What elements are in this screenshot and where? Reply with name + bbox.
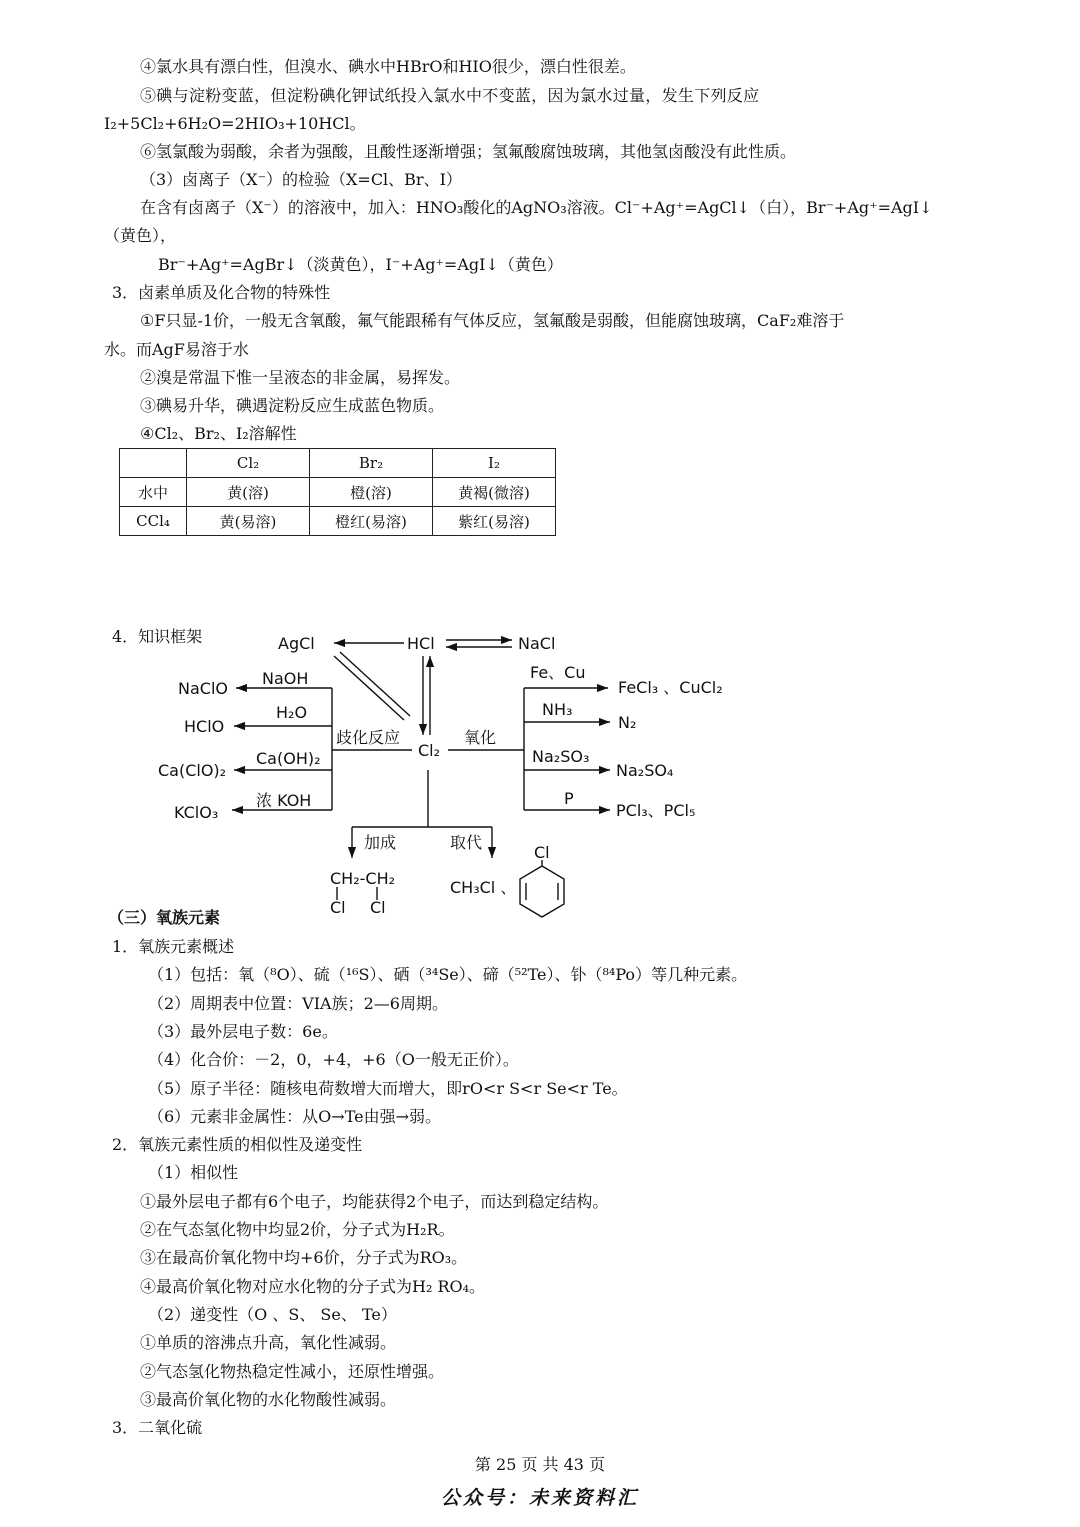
text-line: 在含有卤离子（X⁻）的溶液中，加入：HNO₃酸化的AgNO₃溶液。Cl⁻+Ag⁺=AgCl↓（白），Br⁻+Ag⁺=AgI↓ xyxy=(140,198,933,217)
cl2-label: Cl₂ xyxy=(418,741,441,760)
table-cell: Cl₂ xyxy=(187,449,310,478)
kclo3-label: KClO₃ xyxy=(174,803,219,822)
nh3-label: NH₃ xyxy=(542,700,573,719)
hcl-label: HCl xyxy=(407,634,435,653)
text-line: ④最高价氧化物对应水化物的分子式为H₂ RO₄。 xyxy=(140,1277,486,1296)
text-line: ①单质的溶沸点升高，氧化性减弱。 xyxy=(140,1333,397,1352)
diagonal-line xyxy=(340,652,410,716)
text-line: （5）原子半径：随核电荷数增大而增大，即rO<r S<r Se<r Te。 xyxy=(148,1079,628,1098)
page-number: 第 25 页 共 43 页 xyxy=(474,1455,606,1474)
fecl3-label: FeCl₃ 、CuCl₂ xyxy=(618,678,723,697)
table-cell: 橙(溶) xyxy=(310,478,433,507)
text-line: （3）最外层电子数：6e。 xyxy=(148,1022,338,1041)
text-line: （黄色）， xyxy=(104,226,177,245)
text-line: ⑤碘与淀粉变蓝，但淀粉碘化钾试纸投入氯水中不变蓝，因为氯水过量，发生下列反应 xyxy=(140,86,760,105)
oxidation-label: 氧化 xyxy=(464,728,497,747)
table-cell: CCl₄ xyxy=(120,507,187,536)
text-line: （2）递变性（O 、S、 Se、 Te） xyxy=(148,1305,397,1324)
text-line: （6）元素非金属性：从O→Te由强→弱。 xyxy=(148,1107,442,1126)
table-cell: I₂ xyxy=(433,449,556,478)
table-cell: 黄褐(微溶) xyxy=(433,478,556,507)
table-cell: 黄(溶) xyxy=(187,478,310,507)
text-line: （2）周期表中位置：VIA族；2—6周期。 xyxy=(148,994,448,1013)
hclo-label: HClO xyxy=(184,717,225,736)
text-line: ③在最高价氧化物中均+6价，分子式为RO₃。 xyxy=(140,1248,468,1267)
fecu-label: Fe、Cu xyxy=(530,663,586,682)
chlorobenzene-cl-label: Cl xyxy=(534,843,550,862)
section-heading: （三）氧族元素 xyxy=(108,908,221,927)
text-line: 水。而AgF易溶于水 xyxy=(104,340,249,359)
caoh2-label: Ca(OH)₂ xyxy=(256,749,321,768)
agcl-label: AgCl xyxy=(278,634,315,653)
brand-footer: 公众号：未来资料汇 xyxy=(440,1487,639,1509)
text-line: ②溴是常温下惟一呈液态的非金属，易挥发。 xyxy=(140,368,461,387)
text-line: ②在气态氢化物中均显2价，分子式为H₂R。 xyxy=(140,1220,455,1239)
text-line: （1）相似性 xyxy=(148,1163,239,1182)
addition-label: 加成 xyxy=(364,833,397,852)
text-line: ⑥氢氯酸为弱酸，余者为强酸，且酸性逐渐增强；氢氟酸腐蚀玻璃，其他氢卤酸没有此性质。 xyxy=(140,142,797,161)
section-heading: 4．知识框架 xyxy=(112,627,203,646)
text-line: ③碘易升华，碘遇淀粉反应生成蓝色物质。 xyxy=(140,396,445,415)
table-cell: 紫红(易溶) xyxy=(433,507,556,536)
n2-label: N₂ xyxy=(618,713,637,732)
naoh-label: NaOH xyxy=(262,669,309,688)
text-line: （1）包括：氧（⁸O）、硫（¹⁶S）、硒（³⁴Se）、碲（⁵²Te）、钋（⁸⁴Po）等几种元素。 xyxy=(148,965,748,984)
text-line: ④氯水具有漂白性，但溴水、碘水中HBrO和HIO很少，漂白性很差。 xyxy=(140,57,636,76)
diagonal-line xyxy=(334,656,404,720)
cl-label: Cl xyxy=(330,898,346,917)
substitution-label: 取代 xyxy=(450,833,483,852)
table-cell: 黄(易溶) xyxy=(187,507,310,536)
na2so4-label: Na₂SO₄ xyxy=(616,761,674,780)
text-line: （4）化合价：－2，0，+4，+6（O一般无正价）。 xyxy=(148,1050,519,1069)
koh-label: 浓 KOH xyxy=(256,791,312,810)
caclo2-label: Ca(ClO)₂ xyxy=(158,761,227,780)
table-cell: Br₂ xyxy=(310,449,433,478)
nacl-label: NaCl xyxy=(518,634,556,653)
naclo-label: NaClO xyxy=(178,679,228,698)
section-heading: 1．氧族元素概述 xyxy=(112,937,235,956)
text-line: ②气态氢化物热稳定性减小，还原性增强。 xyxy=(140,1362,445,1381)
pcl-label: PCl₃、PCl₅ xyxy=(616,801,696,820)
na2so3-label: Na₂SO₃ xyxy=(532,747,590,766)
section-heading: 2．氧族元素性质的相似性及递变性 xyxy=(112,1135,363,1154)
text-line: ①F只显-1价，一般无含氧酸，氟气能跟稀有气体反应，氢氟酸是弱酸，但能腐蚀玻璃，CaF₂难溶于 xyxy=(140,311,845,330)
section-heading: 3．二氧化硫 xyxy=(112,1418,203,1437)
h2o-label: H₂O xyxy=(276,703,308,722)
text-line: I₂+5Cl₂+6H₂O=2HIO₃+10HCl。 xyxy=(104,114,366,133)
cl-label: Cl xyxy=(370,898,386,917)
section-heading: 3．卤素单质及化合物的特殊性 xyxy=(112,283,331,302)
table-cell: 水中 xyxy=(120,478,187,507)
disproportionation-label: 歧化反应 xyxy=(336,728,401,747)
text-line: Br⁻+Ag⁺=AgBr↓（淡黄色），I⁻+Ag⁺=AgI↓（黄色） xyxy=(158,255,563,274)
text-line: ④Cl₂、Br₂、I₂溶解性 xyxy=(140,424,297,443)
table-cell: 橙红(易溶) xyxy=(310,507,433,536)
ch3cl-label: CH₃Cl 、 xyxy=(450,878,517,897)
text-line: ①最外层电子都有6个电子，均能获得2个电子，而达到稳定结构。 xyxy=(140,1192,609,1211)
text-line: （3）卤离子（X⁻）的检验（X=Cl、Br、I） xyxy=(140,170,462,189)
text-line: ③最高价氧化物的水化物酸性减弱。 xyxy=(140,1390,397,1409)
dichloroethane-label: CH₂-CH₂ xyxy=(330,869,396,888)
p-label: P xyxy=(564,789,574,808)
